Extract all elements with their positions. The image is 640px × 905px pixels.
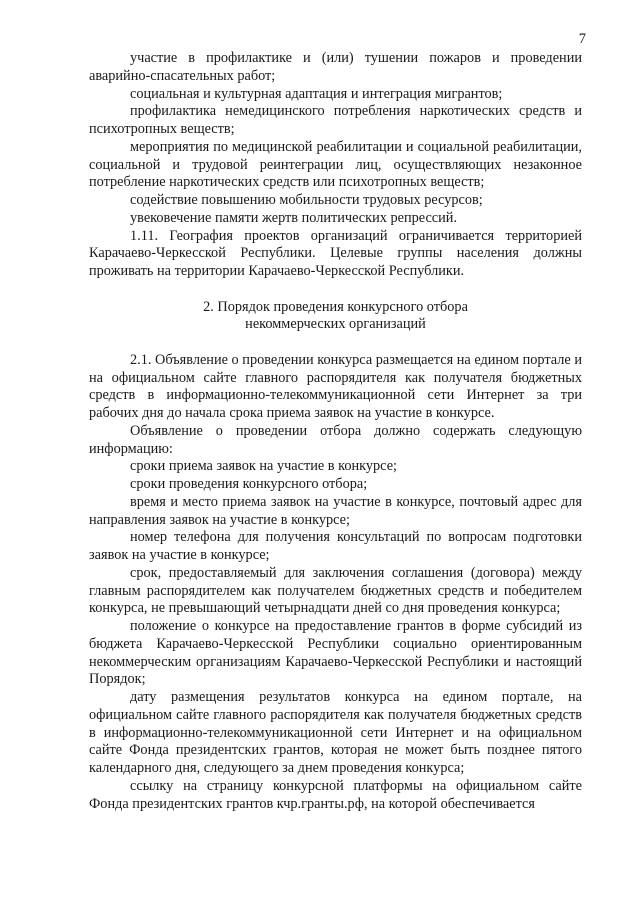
paragraph: положение о конкурсе на предоставление грантов в форме субсидий из бюджета Карачаево-Черкесской Республики социально ориентированным некоммерческим организациям Карачаево-Черкесской Республики и настоящий Порядок;	[89, 618, 582, 688]
paragraph: социальная и культурная адаптация и интеграция мигрантов;	[130, 85, 503, 102]
paragraph: сроки приема заявок на участие в конкурсе;	[130, 458, 398, 475]
section-heading-line-1: 2. Порядок проведения конкурсного отбора	[203, 298, 468, 315]
paragraph: срок, предоставляемый для заключения соглашения (договора) между главным распорядителем как получателем бюджетных средств и победителем конкурса, не превышающий четырнадцати дней со дня проведения конкурса;	[89, 564, 582, 617]
document-body	[89, 50, 582, 813]
spacer	[89, 281, 582, 299]
paragraph: содействие повышению мобильности трудовых ресурсов;	[130, 192, 483, 208]
paragraph: профилактика немедицинского потребления наркотических средств и психотропных веществ;	[89, 103, 582, 137]
paragraph: номер телефона для получения консультаций по вопросам подготовки заявок на участие в конкурсе;	[89, 529, 582, 563]
page-number: 7	[578, 31, 586, 47]
paragraph: время и место приема заявок на участие в конкурсе, почтовый адрес для направления заявок на участие в конкурсе;	[89, 493, 582, 528]
paragraph: участие в профилактике и (или) тушении пожаров и проведении аварийно-спасательных работ;	[89, 50, 582, 84]
paragraph: 2.1. Объявление о проведении конкурса размещается на едином портале и на официальном сайте главного распорядителя как получателя бюджетных средств в информационно-телекоммуникационной сети Интернет за три рабочих дня до начала срока приема заявок на участие в конкурсе.	[89, 351, 582, 421]
paragraph: дату размещения результатов конкурса на едином портале, на официальном сайте главного распорядителя как получателя бюджетных средств в информационно-телекоммуникационной сети Интернет и на официальном сайте Фонда президентских грантов, которая не может быть позднее пятого календарного дня, следующего за днем проведения конкурса;	[89, 689, 582, 776]
spacer	[89, 334, 582, 352]
paragraph: увековечение памяти жертв политических репрессий.	[130, 209, 458, 226]
paragraph: мероприятия по медицинской реабилитации и социальной реабилитации, социальной и трудовой реинтеграции лиц, осуществляющих незаконное потребление наркотических средств или психотропных веществ;	[89, 138, 582, 191]
section-heading-line-2: некоммерческих организаций	[245, 316, 426, 333]
paragraph: Объявление о проведении отбора должно содержать следующую информацию:	[89, 422, 582, 457]
paragraph: 1.11. География проектов организаций ограничивается территорией Карачаево-Черкесской Республики. Целевые группы населения должны проживать на территории Карачаево-Черкесской Республики.	[89, 227, 582, 279]
paragraph: ссылку на страницу конкурсной платформы на официальном сайте Фонда президентских грантов кчр.гранты.рф, на которой обеспечивается	[89, 777, 582, 812]
paragraph: сроки проведения конкурсного отбора;	[130, 476, 368, 492]
